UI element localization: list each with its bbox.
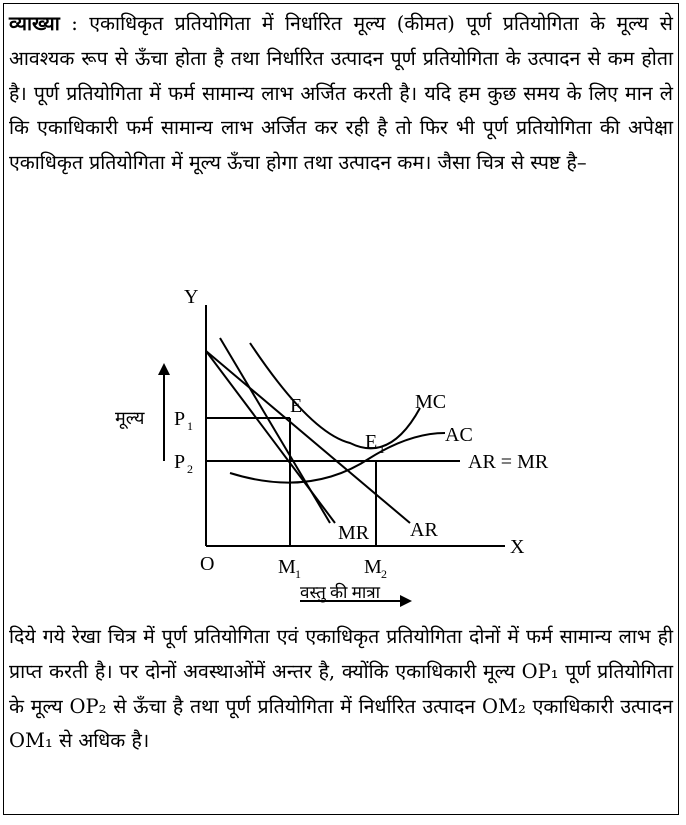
m2-label: M [364,556,382,578]
diagram-svg [100,283,580,618]
mc-label: MC [415,391,447,413]
ac-label: AC [445,424,473,446]
point-e1-subscript: 1 [379,442,385,456]
x-axis-label: X [510,536,525,558]
m1-label: M [278,556,296,578]
point-e-label: E [290,395,303,417]
ac-curve [230,433,445,483]
mr-line [220,338,330,523]
paragraph-conclusion: दिये गये रेखा चित्र में पूर्ण प्रतियोगिता एवं एकाधिकृत प्रतियोगिता दोनों में फर्म सामान्य लाभ ही प्राप्त करती है। पर दोनों अवस्थाओंमें अन्तर है, क्योंकि एकाधिकारी मूल्य OP₁ पूर्ण प्रतियोगिता के मूल्य OP₂ से ऊँचा है तथा पूर्ण प्रतियोगिता में निर्धारित उत्पादन OM₂ एकाधिकारी उत्पादन OM₁ से अधिक है। [9,625,673,753]
ar-line [206,351,410,523]
paragraph-explanation [9,7,673,181]
p2-subscript: 2 [187,462,193,476]
p1-subscript: 1 [187,419,193,433]
p1-label: P [174,408,186,430]
y-arrow-head [158,363,170,375]
p2-label: P [174,451,186,473]
x-axis-title: वस्तु की मात्रा [300,583,381,602]
origin-label: O [200,553,215,575]
ar-label: AR [410,519,438,541]
m1-subscript: 1 [295,567,301,581]
mr-label: MR [338,522,370,544]
m2-subscript: 2 [381,567,387,581]
x-arrow-head [400,595,412,607]
paragraph-explanation-text: : एकाधिकृत प्रतियोगिता में निर्धारित मूल्य (कीमत) पूर्ण प्रतियोगिता के मूल्य से आवश्यक रूप से ऊँचा होता है तथा निर्धारित उत्पादन पूर्ण प्रतियोगिता के उत्पादन से कम होता है। पूर्ण प्रतियोगिता में फर्म सामान्य लाभ अर्जित करती है। यदि हम कुछ समय के लिए मान ले कि एकाधिकारी फर्म सामान्य लाभ अर्जित कर रही है तो फिर भी पूर्ण प्रतियोगिता की अपेक्षा एकाधिकृत प्रतियोगिता में मूल्य ऊँचा होगा तथा उत्पादन कम। जैसा चित्र से स्पष्ट है– [9,12,673,175]
ar-mr-label: AR = MR [468,451,549,473]
y-axis-title: मूल्य [115,408,145,428]
y-axis-label: Y [184,286,199,308]
lead-heading: व्याख्या [9,12,60,35]
diagram-monopolistic-vs-perfect [100,283,580,618]
point-e1-label: E [365,431,378,453]
